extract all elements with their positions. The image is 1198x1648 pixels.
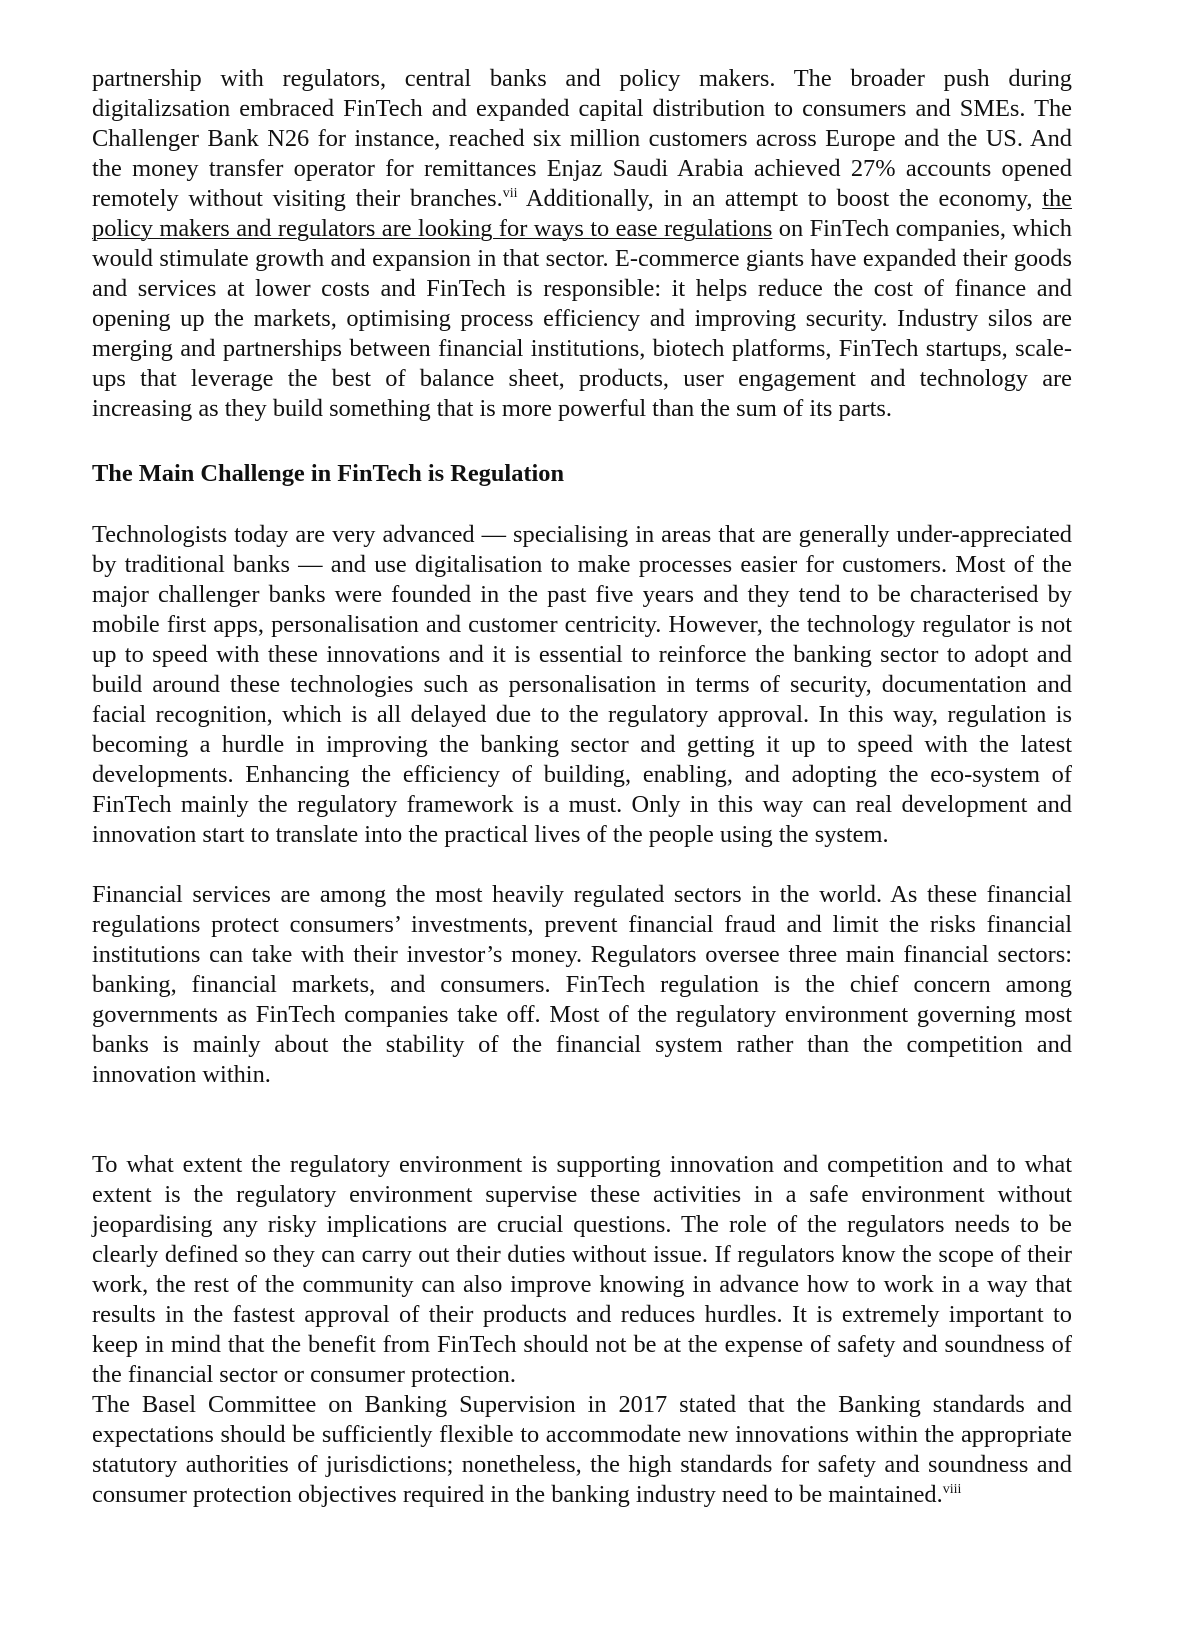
document-page <box>92 64 1072 1510</box>
paragraph-text: The Basel Committee on Banking Supervision in 2017 stated that the Banking standards and expectations should be sufficiently flexible to accommodate new innovations within the appropriate statutory authorities of jurisdictions; nonetheless, the high standards for safety and soundness and consumer protection objectives required in the banking industry need to be maintained. <box>92 1391 1072 1508</box>
paragraph-basel-committee <box>92 1390 1072 1510</box>
footnote-marker-viii[interactable]: viii <box>942 1482 962 1497</box>
underlined-phrase: the policy makers and regulators are looking for ways to ease regulations <box>92 185 1073 242</box>
paragraph-financial-services: Financial services are among the most heavily regulated sectors in the world. As these financial regulations protect consumers’ investments, prevent financial fraud and limit the risks financial institutions can take with their investor’s money. Regulators oversee three main financial sectors: banking, financial markets, and consumers. FinTech regulation is the chief concern among governments as FinTech companies take off. Most of the regulatory environment governing most banks is mainly about the stability of the financial system rather than the competition and innovation within. <box>92 881 1072 1088</box>
footnote-marker-vii[interactable]: vii <box>502 186 518 201</box>
paragraph-text: Additionally, in an attempt to boost the economy, <box>517 185 1043 212</box>
paragraph-text: on FinTech companies, which would stimulate growth and expansion in that sector. E-commerce giants have expanded their goods and services at lower costs and FinTech is responsible: it helps reduce the cost of finance and opening up the markets, optimising process efficiency and improving security. Industry silos are merging and partnerships between financial institutions, biotech platforms, FinTech startups, scale-ups that leverage the best of balance sheet, products, user engagement and technology are increasing as they build something that is more powerful than the sum of its parts. <box>92 215 1072 422</box>
section-heading: The Main Challenge in FinTech is Regulation <box>92 460 565 487</box>
paragraph-regulatory-extent: To what extent the regulatory environment is supporting innovation and competition and to what extent is the regulatory environment supervise these activities in a safe environment without jeopardising any risky implications are crucial questions. The role of the regulators needs to be clearly defined so they can carry out their duties without issue. If regulators know the scope of their work, the rest of the community can also improve knowing in advance how to work in a way that results in the fastest approval of their products and reduces hurdles. It is extremely important to keep in mind that the benefit from FinTech should not be at the expense of safety and soundness of the financial sector or consumer protection. <box>92 1151 1072 1388</box>
paragraph-text: partnership with regulators, central banks and policy makers. The broader push during digitalizsation embraced FinTech and expanded capital distribution to consumers and SMEs. The Challenger Bank N26 for instance, reached six million customers across Europe and the US. And the money transfer operator for remittances Enjaz Saudi Arabia achieved 27% accounts opened remotely without visiting their branches. <box>92 65 1072 212</box>
paragraph-technologists: Technologists today are very advanced — specialising in areas that are generally under-appreciated by traditional banks — and use digitalisation to make processes easier for customers. Most of the major challenger banks were founded in the past five years and they tend to be characterised by mobile first apps, personalisation and customer centricity. However, the technology regulator is not up to speed with these innovations and it is essential to reinforce the banking sector to adopt and build around these technologies such as personalisation in terms of security, documentation and facial recognition, which is all delayed due to the regulatory approval. In this way, regulation is becoming a hurdle in improving the banking sector and getting it up to speed with the latest developments. Enhancing the efficiency of building, enabling, and adopting the eco-system of FinTech mainly the regulatory framework is a must. Only in this way can real development and innovation start to translate into the practical lives of the people using the system. <box>92 521 1072 848</box>
paragraph-partnerships <box>92 64 1072 424</box>
